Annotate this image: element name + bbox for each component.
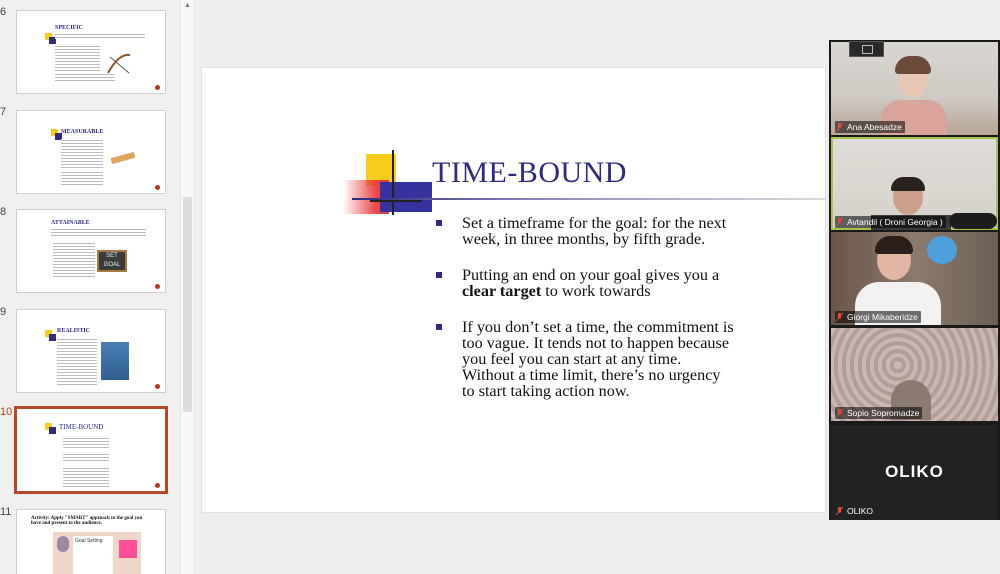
bullet-list[interactable] xyxy=(434,215,734,419)
slide-number: 11 xyxy=(0,506,12,518)
muted-mic-icon xyxy=(835,217,844,227)
slide-thumbnail-8[interactable] xyxy=(16,209,166,293)
participant-name: Sopio Sopromadze xyxy=(835,407,922,419)
reaching-star-image xyxy=(101,342,129,380)
participant-name: OLIKO xyxy=(847,506,873,516)
slide-number: 8 xyxy=(0,206,7,218)
slide-thumbnail-10-selected[interactable] xyxy=(14,406,168,494)
participant-name: Giorgi Mikaberidze xyxy=(835,311,921,323)
video-panel-view-toggle[interactable] xyxy=(849,41,884,57)
slide-title[interactable]: TIME-BOUND xyxy=(432,156,627,189)
participant-name: Avtandil ( Droni Georgia ) xyxy=(835,216,946,228)
participant-video-tile[interactable] xyxy=(831,232,998,325)
slide-thumbnail-6[interactable] xyxy=(16,10,166,94)
slide-number: 7 xyxy=(0,106,7,118)
thumbnail-title: SPECIFIC xyxy=(55,25,84,31)
muted-mic-icon xyxy=(835,408,844,418)
thumbnail-title: REALISTIC xyxy=(57,328,91,334)
bullet-item: If you don’t set a time, the commitment is too vague. It tends not to happen because you feel you can start at any time. Without a time limit, there’s no urgency to start taking action now. xyxy=(434,319,734,399)
participant-placeholder-name: OLIKO xyxy=(885,462,944,481)
decorative-blue-square xyxy=(380,182,432,212)
bullet-square-icon xyxy=(436,272,442,278)
decorative-horizontal-line xyxy=(370,200,422,202)
title-underline xyxy=(352,198,826,200)
video-participants-panel xyxy=(829,40,1000,520)
muted-mic-icon xyxy=(835,122,844,132)
slide-number: 9 xyxy=(0,306,7,318)
participant-video-tile[interactable] xyxy=(831,328,998,421)
participant-video-tile-no-video[interactable] xyxy=(831,425,998,520)
current-slide[interactable] xyxy=(201,67,826,513)
thumbnail-scrollbar[interactable] xyxy=(180,0,193,574)
slide-thumbnail-11[interactable] xyxy=(16,509,166,574)
slide-thumbnail-7[interactable] xyxy=(16,110,166,194)
participant-video-tile-active[interactable] xyxy=(831,137,998,230)
slide-number-current: 10 xyxy=(0,406,13,418)
bow-arrow-icon xyxy=(105,51,133,77)
thumbnail-title: ATTAINABLE xyxy=(51,220,90,226)
ruler-icon xyxy=(109,149,137,167)
bullet-square-icon xyxy=(436,324,442,330)
participant-name: Ana Abesadze xyxy=(835,121,905,133)
thumbnail-title: MEASURABLE xyxy=(61,129,104,135)
thumbnail-title: Activity: Apply "SMART" approach to the goal you have and present to the audience. xyxy=(31,516,143,526)
slide-thumbnail-pane xyxy=(0,0,180,574)
bullet-item: Set a timeframe for the goal: for the next week, in three months, by fifth grade. xyxy=(434,215,734,247)
slide-thumbnail-9[interactable] xyxy=(16,309,166,393)
slide-number: 6 xyxy=(0,6,7,18)
goal-setting-image: Goal Setting xyxy=(53,532,141,574)
thumbnail-title: TIME-BOUND xyxy=(59,423,104,431)
scroll-up-arrow-icon[interactable]: ▲ xyxy=(184,2,191,9)
bullet-item: Putting an end on your goal gives you a clear target to work towards xyxy=(434,267,734,299)
muted-mic-icon xyxy=(835,312,844,322)
gallery-view-icon xyxy=(862,45,873,54)
scrollbar-thumb[interactable] xyxy=(183,197,192,412)
decorative-vertical-line xyxy=(392,150,394,215)
set-goal-image: SET GOAL xyxy=(97,250,127,272)
bullet-square-icon xyxy=(436,220,442,226)
